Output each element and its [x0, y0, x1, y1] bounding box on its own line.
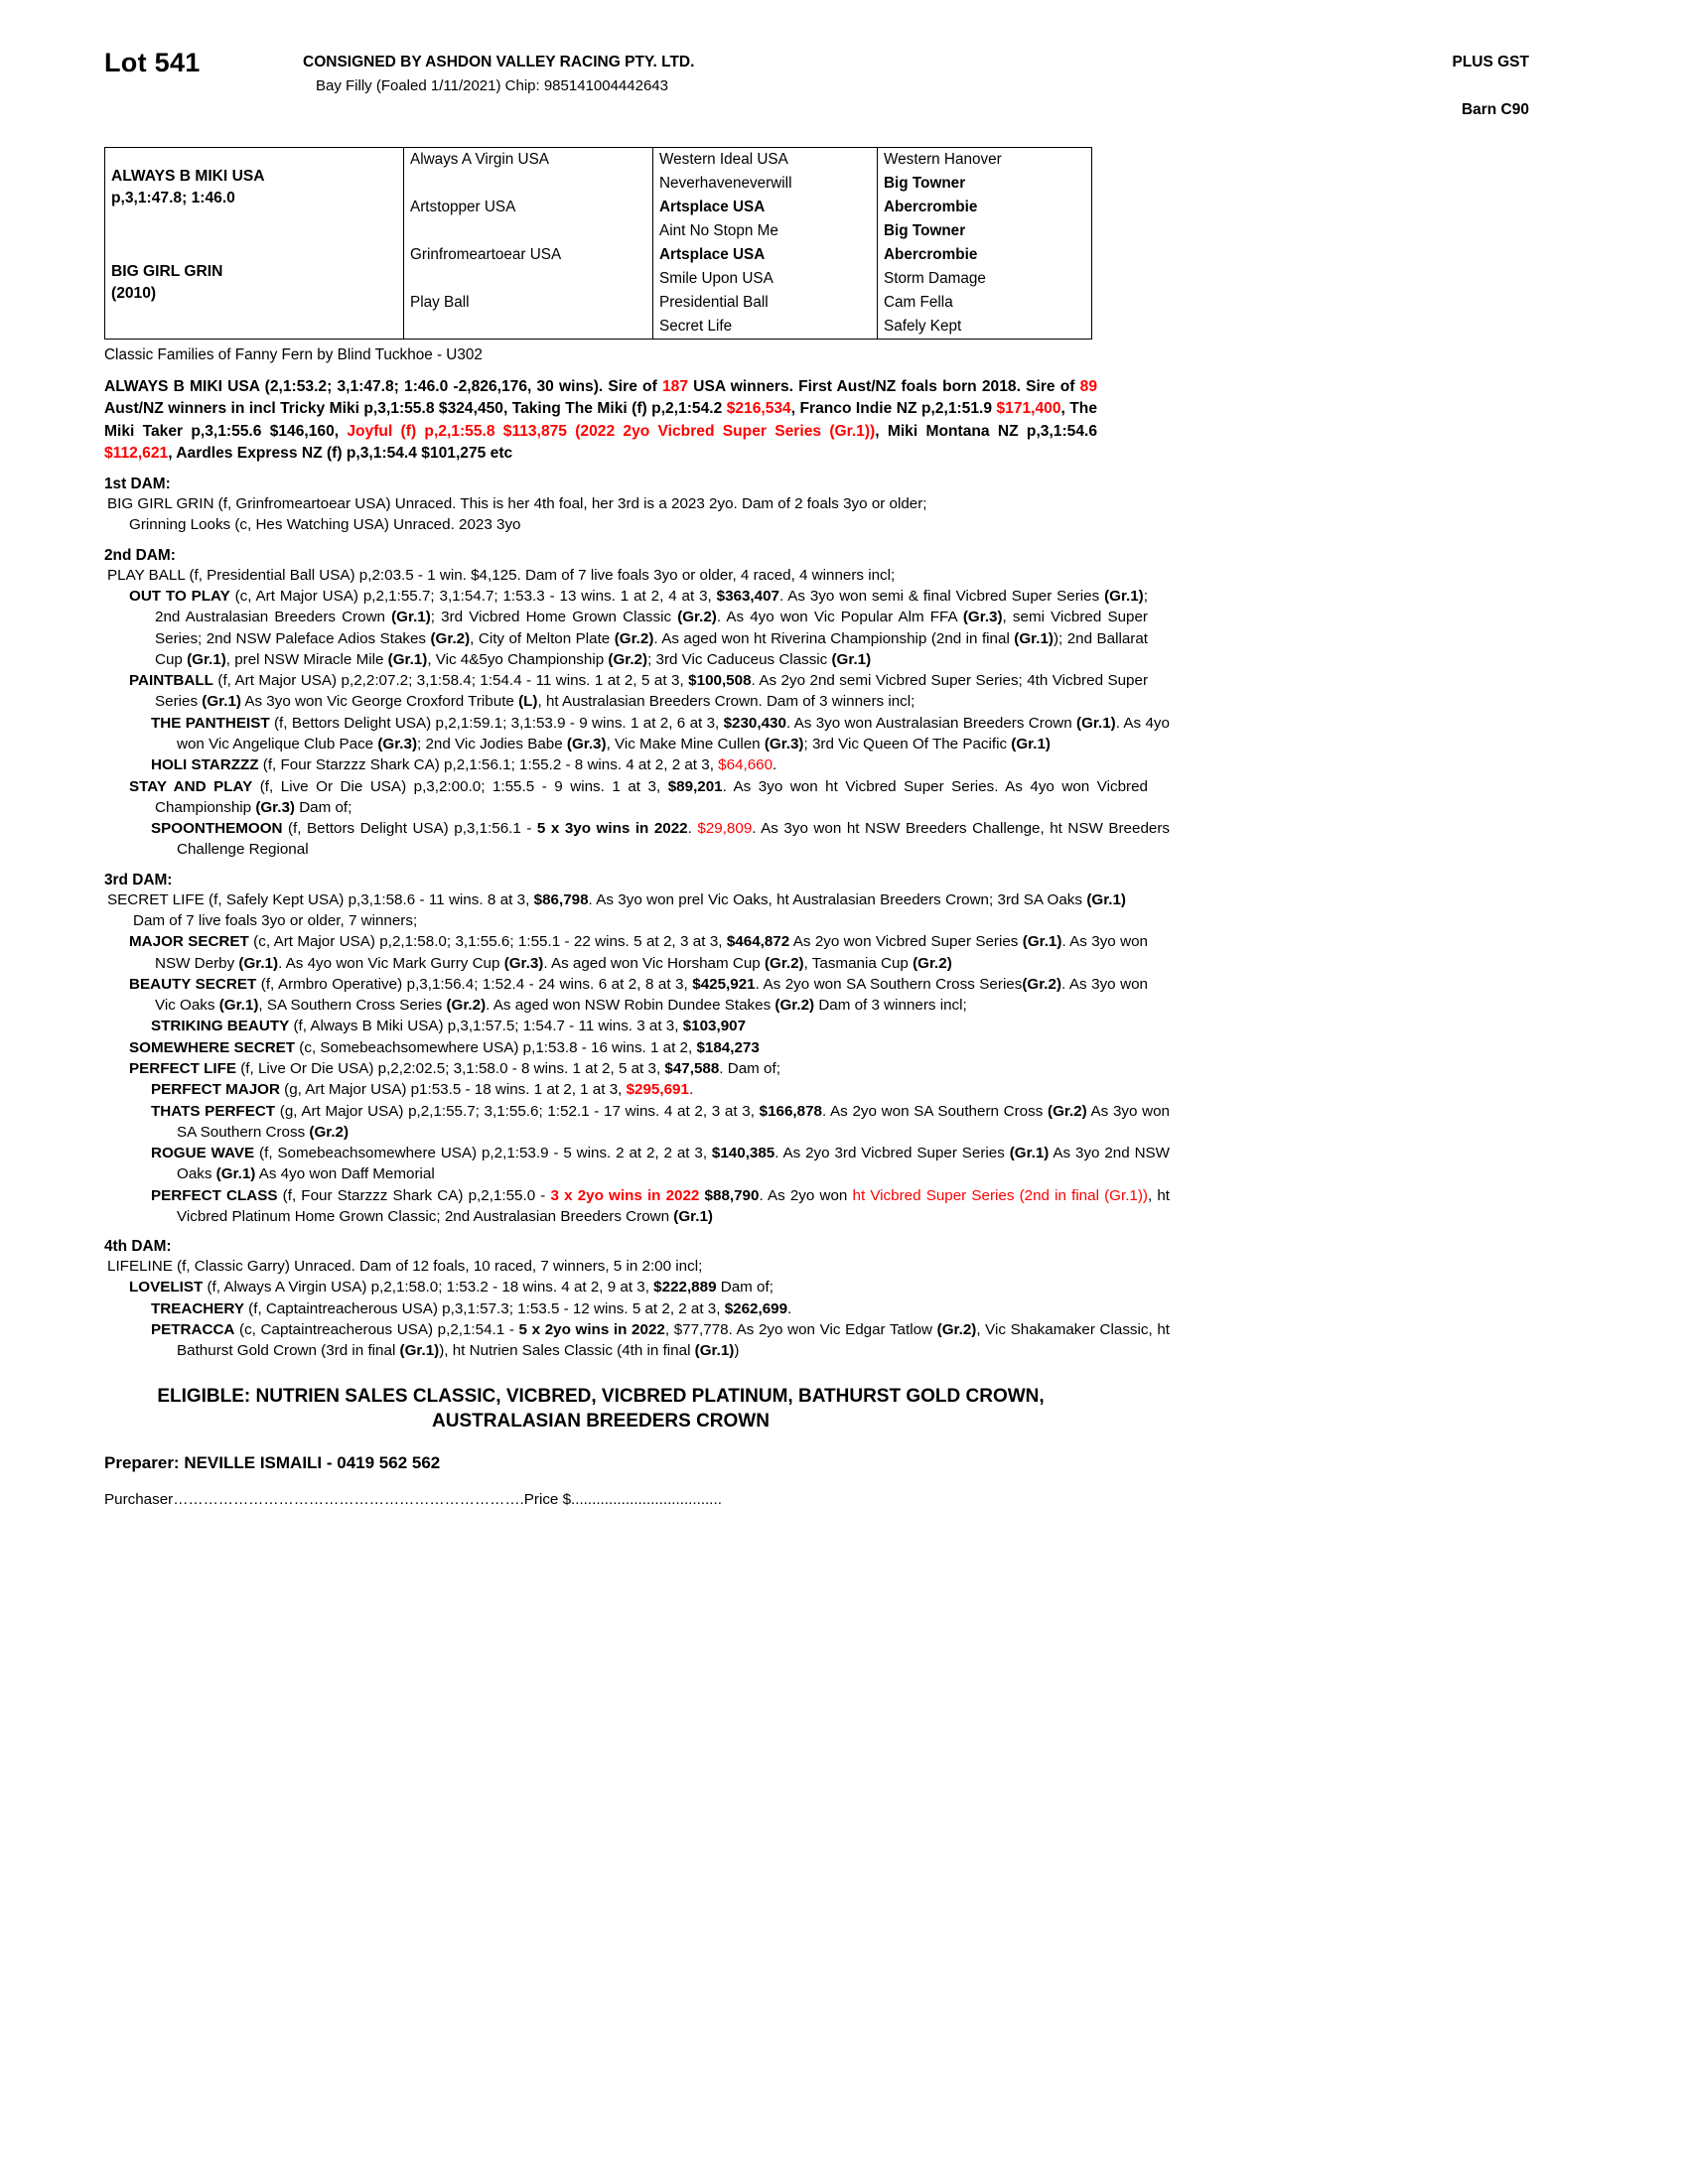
entry-text: , Vic 4&5yo Championship: [427, 650, 609, 668]
entry-text: $464,872: [726, 933, 790, 951]
entry-text: LIFELINE (f, Classic Garry) Unraced. Dam of 12 foals, 10 raced, 7 winners, 5 in 2:00 incl;: [107, 1258, 703, 1276]
sire-highlight-text: $112,621: [104, 444, 169, 462]
entry-text: ROGUE WAVE: [151, 1145, 255, 1162]
pedigree-sections: [99, 476, 1589, 1361]
pedigree-gen4-cell: Safely Kept: [878, 315, 1097, 339]
entry-text: ; 3rd Vicbred Home Grown Classic: [430, 609, 678, 626]
entry-text: HOLI STARZZZ: [151, 756, 259, 774]
entry-text: (c, Art Major USA) p,2,1:55.7; 3,1:54.7; 1:53.3 - 13 wins. 1 at 2, 4 at 3,: [229, 588, 717, 606]
entry-text: (f, Captaintreacherous USA) p,3,1:57.3; 1:53.5 - 12 wins. 5 at 2, 2 at 3,: [243, 1299, 725, 1317]
dam-section-heading: 3rd DAM:: [104, 871, 173, 888]
entry-text: (c, Art Major USA) p,2,1:58.0; 3,1:55.6; 1:55.1 - 22 wins. 5 at 2, 3 at 3,: [248, 933, 727, 951]
entry-text: ; 3rd Vic Caduceus Classic: [647, 650, 832, 668]
entry-text: $140,385: [711, 1145, 775, 1162]
pedigree-entry: [129, 931, 1148, 974]
entry-text: PETRACCA: [151, 1321, 235, 1339]
entry-text: (Gr.1): [238, 954, 279, 972]
entry-text: (Gr.2): [430, 629, 471, 647]
entry-text: THE PANTHEIST: [151, 714, 270, 732]
preparer-line: Preparer: NEVILLE ISMAILI - 0419 562 562: [104, 1452, 441, 1472]
consignor-line: CONSIGNED BY ASHDON VALLEY RACING PTY. LTD.: [303, 54, 695, 70]
barn-label: Barn C90: [1461, 101, 1529, 118]
entry-text: (Gr.1): [1014, 629, 1054, 647]
entry-text: PLAY BALL (f, Presidential Ball USA) p,2:03.5 - 1 win. $4,125. Dam of 7 live foals 3yo or older, 4 raced, 4 winners incl;: [107, 566, 896, 584]
entry-text: .: [687, 820, 698, 838]
entry-text: , Vic Shakamaker Classic, ht Bathurst Gold Crown (3rd in final: [177, 1321, 1171, 1360]
entry-text: . As 2yo 3rd Vicbred Super Series: [774, 1145, 1010, 1162]
entry-text: . As 3yo won Australasian Breeders Crown: [785, 714, 1077, 732]
sire-summary: [104, 376, 1097, 465]
entry-text: . As 2yo won SA Southern Cross: [821, 1102, 1049, 1120]
entry-text: (Gr.1): [202, 693, 241, 711]
entry-text: 5 x 2yo wins in 2022: [518, 1321, 665, 1339]
entry-text: (c, Captaintreacherous USA) p,2,1:54.1 -: [234, 1321, 519, 1339]
entry-text: 5 x 3yo wins in 2022: [536, 820, 688, 838]
entry-text: LOVELIST: [129, 1279, 204, 1297]
entry-text: Dam of;: [294, 798, 352, 816]
pedigree-gen4-cell: Abercrombie: [878, 243, 1097, 267]
entry-text: . As 4yo won Vic Angelique Club Pace: [177, 714, 1170, 752]
page-header: [99, 40, 1589, 139]
entry-text: (g, Art Major USA) p,2,1:55.7; 3,1:55.6; 1:52.1 - 17 wins. 4 at 2, 3 at 3,: [275, 1102, 760, 1120]
entry-text: (f, Four Starzzz Shark CA) p,2,1:55.0 -: [277, 1186, 551, 1204]
entry-text: . As 2yo won: [759, 1186, 853, 1204]
sire-text: Aust/NZ winners in incl Tricky Miki p,3,1:55.8 $324,450, Taking The Miki (f) p,2,1:54.2: [104, 400, 727, 418]
entry-text: SPOONTHEMOON: [151, 820, 283, 838]
entry-text: . As 2yo won SA Southern Cross Series: [755, 975, 1023, 993]
pedigree-gen3-cell: Secret Life: [653, 315, 878, 339]
entry-text: (Gr.2): [1022, 975, 1062, 993]
entry-text: $88,790: [704, 1186, 760, 1204]
pedigree-entry: [107, 889, 1126, 932]
pedigree-entry: [151, 1319, 1170, 1362]
entry-text: $425,921: [692, 975, 756, 993]
pedigree-table: [104, 147, 1092, 340]
plus-gst-label: PLUS GST: [1452, 54, 1529, 70]
pedigree-gen2-cell: [404, 267, 653, 291]
pedigree-gen4-cell: Storm Damage: [878, 267, 1097, 291]
pedigree-entry: [151, 1298, 1170, 1319]
entry-text: (Gr.1): [218, 997, 259, 1015]
entry-text: (f, Four Starzzz Shark CA) p,2,1:56.1; 1:55.2 - 8 wins. 4 at 2, 2 at 3,: [258, 756, 719, 774]
dam-section-heading: 4th DAM:: [104, 1238, 172, 1256]
dam-name: BIG GIRL GRIN: [111, 263, 223, 280]
entry-text: (f, Art Major USA) p,2,2:07.2; 3,1:58.4; 1:54.4 - 11 wins. 1 at 2, 5 at 3,: [212, 672, 689, 690]
pedigree-gen4-cell: Western Hanover: [878, 148, 1097, 172]
entry-text: . As 3yo won semi & final Vicbred Super Series: [778, 588, 1105, 606]
entry-text: $89,201: [667, 777, 723, 795]
dam-year: (2010): [111, 285, 157, 303]
sire-highlight-text: Joyful (f) p,2,1:55.8 $113,875 (2022 2yo Vicbred Super Series (Gr.1)): [347, 422, 876, 440]
pedigree-gen4-cell: Big Towner: [878, 172, 1097, 196]
entry-text: (Gr.1): [399, 1342, 440, 1360]
entry-text: $64,660: [718, 756, 774, 774]
pedigree-gen2-cell: Grinfromeartoear USA: [404, 243, 653, 267]
pedigree-entry: [107, 493, 1126, 514]
entry-text: (f, Always B Miki USA) p,3,1:57.5; 1:54.7 - 11 wins. 3 at 3,: [289, 1018, 683, 1035]
entry-text: . As 3yo won ht Vicbred Super Series. As 4yo won Vicbred Championship: [155, 777, 1148, 816]
entry-text: (Gr.2): [608, 650, 648, 668]
entry-text: $100,508: [688, 672, 752, 690]
sire-text: , Miki Montana NZ p,3,1:54.6: [875, 422, 1097, 440]
entry-text: As 4yo won Daff Memorial: [255, 1165, 435, 1183]
entry-text: STRIKING BEAUTY: [151, 1018, 290, 1035]
entry-text: . As aged won ht Riverina Championship (2nd in final: [653, 629, 1015, 647]
entry-text: (Gr.3): [962, 609, 1003, 626]
entry-text: , Vic Make Mine Cullen: [606, 736, 765, 752]
entry-text: . As aged won Vic Horsham Cup: [543, 954, 765, 972]
pedigree-gen2-cell: Always A Virgin USA: [404, 148, 653, 172]
family-line: Classic Families of Fanny Fern by Blind Tuckhoe - U302: [104, 346, 483, 363]
entry-text: , ht Vicbred Platinum Home Grown Classic; 2nd Australasian Breeders Crown: [177, 1186, 1171, 1225]
pedigree-entry: [129, 514, 1148, 535]
pedigree-entry: [151, 818, 1170, 861]
pedigree-entry: [129, 670, 1148, 713]
entry-text: .: [787, 1299, 792, 1317]
sire-text: , Aardles Express NZ (f) p,3,1:54.4 $101,275 etc: [168, 444, 513, 462]
entry-text: (Gr.1): [694, 1342, 735, 1360]
entry-text: $166,878: [759, 1102, 822, 1120]
entry-text: BIG GIRL GRIN (f, Grinfromeartoear USA) Unraced. This is her 4th foal, her 3rd is a 2023 2yo. Dam of 2 foals 3yo or older;: [107, 495, 927, 513]
entry-text: , $77,778. As 2yo won Vic Edgar Tatlow: [664, 1321, 937, 1339]
entry-text: , City of Melton Plate: [470, 629, 615, 647]
entry-text: Grinning Looks (c, Hes Watching USA) Unraced. 2023 3yo: [129, 516, 521, 534]
entry-text: , prel NSW Miracle Mile: [225, 650, 388, 668]
entry-text: (L): [518, 693, 538, 711]
entry-text: PERFECT CLASS: [151, 1186, 278, 1204]
pedigree-entry: [151, 1016, 1170, 1036]
entry-text: . As 4yo won Vic Mark Gurry Cup: [278, 954, 504, 972]
pedigree-gen3-cell: Smile Upon USA: [653, 267, 878, 291]
sire-highlight-text: 187: [661, 378, 688, 395]
sire-text: USA winners. First Aust/NZ foals born 2018. Sire of: [688, 378, 1080, 395]
entry-text: (Gr.2): [309, 1123, 350, 1141]
pedigree-gen3-cell: Western Ideal USA: [653, 148, 878, 172]
entry-text: SOMEWHERE SECRET: [129, 1038, 296, 1056]
horse-description: Bay Filly (Foaled 1/11/2021) Chip: 985141004442643: [316, 77, 668, 94]
entry-text: (Gr.2): [774, 997, 815, 1015]
pedigree-gen4-cell: Big Towner: [878, 219, 1097, 243]
pedigree-gen3-cell: Artsplace USA: [653, 243, 878, 267]
sire-text: , Franco Indie NZ p,2,1:51.9: [790, 400, 997, 418]
entry-text: (f, Safely Kept USA) p,3,1:58.6 - 11 wins. 8 at 3,: [204, 890, 534, 908]
entry-text: $47,588: [664, 1059, 720, 1077]
entry-text: 3 x 2yo wins in 2022: [550, 1186, 700, 1204]
entry-text: $262,699: [724, 1299, 788, 1317]
pedigree-entry: [129, 1277, 1148, 1297]
entry-text: Dam of 7 live foals 3yo or older, 7 winners;: [133, 911, 418, 929]
pedigree-entry: [129, 1058, 1148, 1079]
entry-text: $230,430: [723, 714, 786, 732]
entry-text: , Tasmania Cup: [803, 954, 914, 972]
pedigree-row: [105, 148, 1096, 172]
entry-text: (f, Live Or Die USA) p,2,2:02.5; 3,1:58.0 - 8 wins. 1 at 2, 5 at 3,: [236, 1059, 665, 1077]
entry-text: , ht Australasian Breeders Crown. Dam of 3 winners incl;: [537, 693, 915, 711]
entry-text: ht Vicbred Super Series (2nd in final (Gr.1)): [852, 1186, 1148, 1204]
entry-text: PAINTBALL: [129, 672, 213, 690]
entry-text: (f, Armbro Operative) p,3,1:56.4; 1:52.4 - 24 wins. 6 at 2, 8 at 3,: [256, 975, 693, 993]
entry-text: ): [734, 1342, 740, 1360]
sire-highlight-text: 89: [1079, 378, 1098, 395]
entry-text: .: [688, 1081, 694, 1099]
pedigree-entry: [151, 1143, 1170, 1185]
entry-text: ; 3rd Vic Queen Of The Pacific: [803, 736, 1012, 752]
pedigree-entry: [129, 776, 1148, 819]
entry-text: (Gr.3): [566, 736, 607, 752]
pedigree-gen2-cell: [404, 315, 653, 339]
entry-text: .: [773, 756, 777, 774]
entry-text: (Gr.3): [255, 798, 295, 816]
entry-text: (f, Live Or Die USA) p,3,2:00.0; 1:55.5 - 9 wins. 1 at 3,: [252, 777, 668, 795]
entry-text: ), ht Nutrien Sales Classic (4th in final: [439, 1342, 695, 1360]
entry-text: $29,809: [697, 820, 753, 838]
pedigree-gen3-cell: Aint No Stopn Me: [653, 219, 878, 243]
entry-text: As 3yo won Vic George Croxford Tribute: [240, 693, 519, 711]
entry-text: As 2yo won Vicbred Super Series: [789, 933, 1023, 951]
entry-text: . As 3yo won NSW Derby: [155, 933, 1148, 972]
entry-text: (Gr.3): [377, 736, 418, 752]
entry-text: (Gr.2): [913, 954, 952, 972]
entry-text: . As aged won NSW Robin Dundee Stakes: [486, 997, 775, 1015]
entry-text: ; 2nd Australasian Breeders Crown: [155, 588, 1148, 626]
entry-text: (Gr.2): [936, 1321, 977, 1339]
pedigree-gen2-cell: [404, 219, 653, 243]
entry-text: THATS PERFECT: [151, 1102, 276, 1120]
entry-text: $222,889: [653, 1279, 717, 1297]
dam-section-heading: 1st DAM:: [104, 476, 171, 493]
entry-text: (Gr.1): [831, 650, 872, 668]
eligible-note: ELIGIBLE: NUTRIEN SALES CLASSIC, VICBRED, VICBRED PLATINUM, BATHURST GOLD CROWN, AUSTRALASIAN BREEDERS CROWN: [157, 1385, 1045, 1432]
entry-text: (Gr.1): [1011, 736, 1051, 752]
pedigree-gen2-cell: Play Ball: [404, 291, 653, 315]
entry-text: Dam of 3 winners incl;: [814, 997, 967, 1015]
entry-text: PERFECT MAJOR: [151, 1081, 280, 1099]
pedigree-entry: [151, 754, 1170, 775]
pedigree-gen2-cell: [404, 172, 653, 196]
entry-text: (Gr.1): [391, 609, 431, 626]
entry-text: (Gr.1): [1022, 933, 1062, 951]
entry-text: (Gr.2): [1048, 1102, 1087, 1120]
sire-text: ALWAYS B MIKI USA (2,1:53.2; 3,1:47.8; 1:46.0 -2,826,176, 30 wins). Sire of: [104, 378, 662, 395]
entry-text: (Gr.3): [764, 736, 804, 752]
entry-text: . As 3yo won Vic Oaks: [155, 975, 1148, 1015]
pedigree-row: [105, 243, 1096, 267]
sire-highlight-text: $216,534: [726, 400, 791, 418]
pedigree-entry: [151, 713, 1170, 755]
entry-text: ); 2nd Ballarat Cup: [155, 629, 1149, 668]
entry-text: . As 4yo won Vic Popular Alm FFA: [716, 609, 963, 626]
entry-text: . As 3yo won prel Vic Oaks, ht Australasian Breeders Crown; 3rd SA Oaks: [588, 890, 1087, 908]
entry-text: (f, Always A Virgin USA) p,2,1:58.0; 1:53.2 - 18 wins. 4 at 2, 9 at 3,: [203, 1279, 654, 1297]
entry-text: As 3yo won SA Southern Cross: [177, 1102, 1170, 1141]
entry-text: (Gr.1): [215, 1165, 256, 1183]
pedigree-entry: [107, 565, 1126, 586]
entry-text: MAJOR SECRET: [129, 933, 249, 951]
pedigree-gen3-cell: Neverhaveneverwill: [653, 172, 878, 196]
entry-text: (Gr.2): [614, 629, 654, 647]
entry-text: (c, Somebeachsomewhere USA) p,1:53.8 - 16 wins. 1 at 2,: [295, 1038, 697, 1056]
entry-text: (f, Bettors Delight USA) p,3,1:56.1 -: [282, 820, 537, 838]
sire-highlight-text: $171,400: [996, 400, 1061, 418]
entry-text: ; 2nd Vic Jodies Babe: [417, 736, 567, 752]
entry-text: , SA Southern Cross Series: [258, 997, 447, 1015]
entry-text: (Gr.1): [187, 650, 226, 668]
pedigree-entry: [129, 1037, 1148, 1058]
entry-text: STAY AND PLAY: [129, 777, 253, 795]
pedigree-entry: [151, 1185, 1170, 1228]
entry-text: OUT TO PLAY: [129, 588, 230, 606]
entry-text: (Gr.1): [673, 1207, 713, 1225]
pedigree-entry: [151, 1079, 1170, 1100]
entry-text: (Gr.2): [677, 609, 717, 626]
pedigree-gen4-cell: Cam Fella: [878, 291, 1097, 315]
entry-text: Dam of;: [716, 1279, 774, 1297]
entry-text: . As 3yo won ht NSW Breeders Challenge, ht NSW Breeders Challenge Regional: [177, 820, 1170, 859]
entry-text: . Dam of;: [719, 1059, 780, 1077]
pedigree-entry: [151, 1101, 1170, 1144]
entry-text: (g, Art Major USA) p1:53.5 - 18 wins. 1 at 2, 1 at 3,: [279, 1081, 627, 1099]
entry-text: $363,407: [716, 588, 779, 606]
entry-text: $103,907: [682, 1018, 747, 1035]
entry-text: (Gr.3): [503, 954, 544, 972]
entry-text: (Gr.1): [1076, 714, 1116, 732]
entry-text: (f, Bettors Delight USA) p,2,1:59.1; 3,1:53.9 - 9 wins. 1 at 2, 6 at 3,: [269, 714, 724, 732]
pedigree-entry: [107, 1256, 1126, 1277]
entry-text: (Gr.2): [764, 954, 804, 972]
lot-number: Lot 541: [104, 48, 201, 77]
entry-text: (Gr.1): [387, 650, 428, 668]
entry-text: . As 2yo 2nd semi Vicbred Super Series; 4th Vicbred Super Series: [155, 672, 1148, 711]
entry-text: (Gr.2): [446, 997, 487, 1015]
pedigree-entry: [129, 586, 1148, 670]
entry-text: $86,798: [533, 890, 589, 908]
entry-text: , semi Vicbred Super Series; 2nd NSW Paleface Adios Stakes: [155, 609, 1148, 647]
pedigree-gen4-cell: Abercrombie: [878, 196, 1097, 219]
pedigree-gen3-cell: Presidential Ball: [653, 291, 878, 315]
pedigree-dam-cell: [105, 243, 404, 339]
sire-record: p,3,1:47.8; 1:46.0: [111, 190, 235, 207]
pedigree-gen3-cell: Artsplace USA: [653, 196, 878, 219]
pedigree-gen2-cell: Artstopper USA: [404, 196, 653, 219]
sire-name: ALWAYS B MIKI USA: [111, 168, 265, 185]
entry-text: PERFECT LIFE: [129, 1059, 237, 1077]
pedigree-entry: [129, 974, 1148, 1017]
entry-text: (Gr.1): [1009, 1145, 1050, 1162]
entry-text: (Gr.1): [1104, 588, 1144, 606]
sire-text: , The Miki Taker p,3,1:55.6 $146,160,: [104, 400, 1098, 440]
dam-section-heading: 2nd DAM:: [104, 546, 176, 564]
entry-text: (f, Somebeachsomewhere USA) p,2,1:53.9 - 5 wins. 2 at 2, 2 at 3,: [254, 1145, 712, 1162]
pedigree-sire-cell: [105, 148, 404, 243]
purchaser-line: Purchaser…………………………………………………………….Price $....................................: [104, 1490, 722, 1508]
entry-text: SECRET LIFE: [107, 890, 205, 908]
entry-text: BEAUTY SECRET: [129, 975, 257, 993]
entry-text: $184,273: [696, 1038, 760, 1056]
entry-text: (Gr.1): [1086, 890, 1126, 908]
entry-text: As 3yo 2nd NSW Oaks: [177, 1145, 1170, 1183]
entry-text: TREACHERY: [151, 1299, 244, 1317]
entry-text: $295,691: [626, 1081, 689, 1099]
